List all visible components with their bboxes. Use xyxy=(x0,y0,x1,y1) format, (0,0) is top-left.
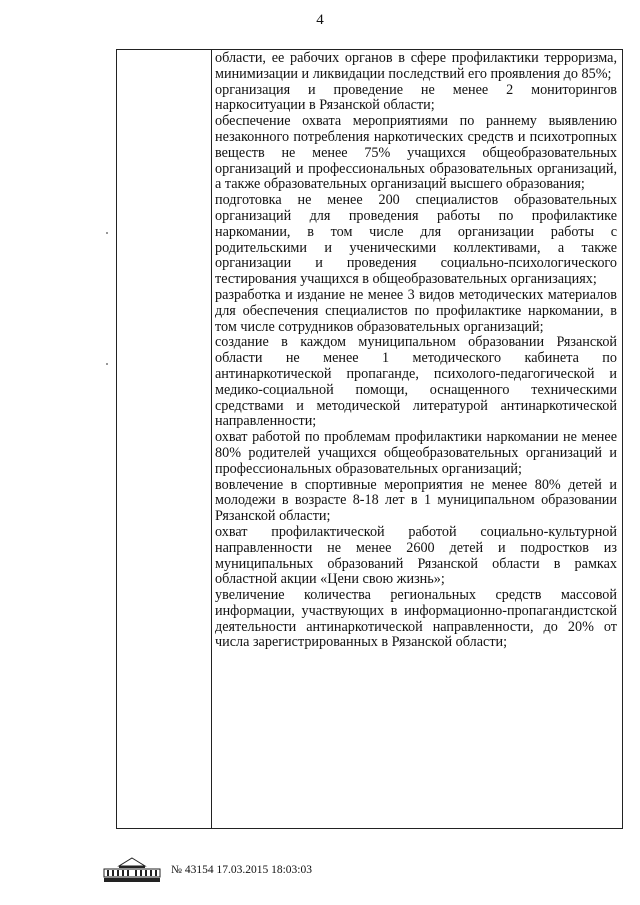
paragraph: охват профилактической работой социально-культурной направленности не менее 2600 детей и подростков из муниципальных образований Рязанской области в рамках областной акции «Цени свою жизнь»; xyxy=(215,523,617,588)
paragraph: обеспечение охвата мероприятиями по раннему выявлению незаконного потребления наркотических средств и психотропных веществ не менее 75% учащихся общеобразовательных организаций и профессиональных образовательных организаций, а также образовательных организаций высшего образования; xyxy=(215,113,617,193)
page-number: 4 xyxy=(316,12,324,28)
paragraph: вовлечение в спортивные мероприятия не менее 80% детей и молодежи в возрасте 8-18 лет в 1 муниципальном образовании Рязанской области; xyxy=(215,476,617,525)
column-divider xyxy=(211,50,212,828)
paragraph: разработка и издание не менее 3 видов методических материалов для обеспечения специалистов по профилактике наркомании, в том числе сотрудников образовательных организаций; xyxy=(215,286,617,335)
content-table xyxy=(116,49,623,829)
text-cell xyxy=(215,51,617,651)
registration-stamp: № 43154 17.03.2015 18:03:03 xyxy=(171,864,312,876)
government-building-icon xyxy=(103,857,161,883)
paragraph: увеличение количества региональных средств массовой информации, участвующих в информационно-пропагандистской деятельности антинаркотической направленности, до 20% от числа зарегистрированных в Рязанской области; xyxy=(215,587,617,651)
scan-mark xyxy=(106,363,108,365)
paragraph: подготовка не менее 200 специалистов образовательных организаций для проведения работы по профилактике наркомании, в том числе для организации работы с родительскими и ученическими коллективами, а также организации и проведения социально-психологического тестирования учащихся в общеобразовательных организациях; xyxy=(215,192,617,288)
paragraph: организация и проведение не менее 2 мониторингов наркоситуации в Рязанской области; xyxy=(215,81,617,114)
paragraph: создание в каждом муниципальном образовании Рязанской области не менее 1 методического кабинета по антинаркотической пропаганде, психолого-педагогической и медико-социальной помощи, оснащенного техническими средствами и методической литературой антинаркотической направленности; xyxy=(215,334,617,430)
scan-mark xyxy=(106,232,108,234)
document-footer xyxy=(103,857,312,883)
paragraph: охват работой по проблемам профилактики наркомании не менее 80% родителей учащихся общеобразовательных организаций и профессиональных образовательных организаций; xyxy=(215,429,617,477)
paragraph: области, ее рабочих органов в сфере профилактики терроризма, минимизации и ликвидации последствий его проявления до 85%; xyxy=(215,50,617,82)
